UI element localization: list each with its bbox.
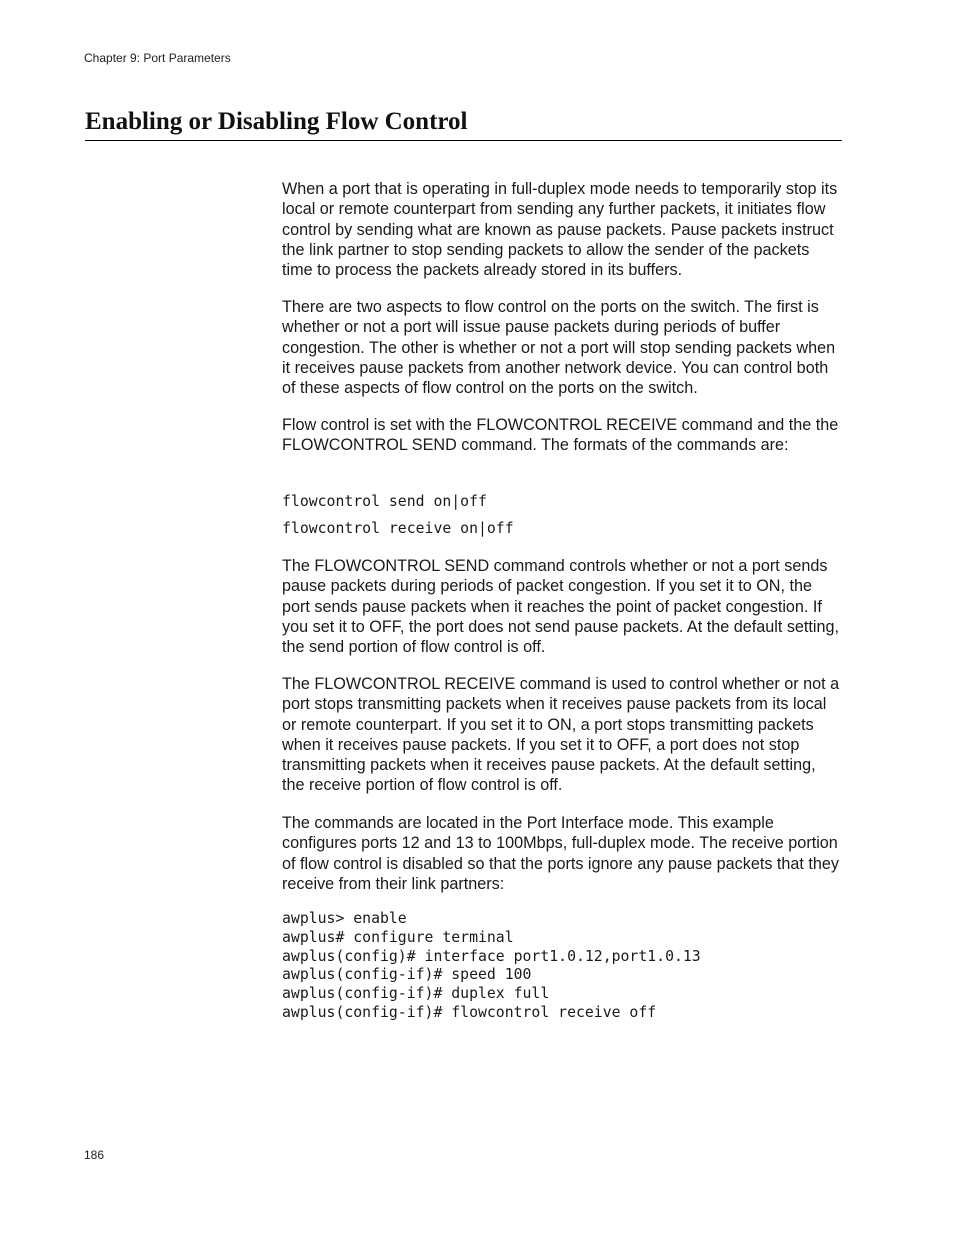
- code-line: awplus> enable: [282, 910, 407, 927]
- running-header: Chapter 9: Port Parameters: [84, 51, 231, 65]
- code-line: awplus(config)# interface port1.0.12,port1.0.13: [282, 947, 701, 965]
- section-title: Enabling or Disabling Flow Control: [85, 108, 468, 135]
- code-line: awplus# configure terminal: [282, 928, 514, 946]
- paragraph-command-intro: Flow control is set with the FLOWCONTROL RECEIVE command and the the FLOWCONTROL SEND command. The formats of the commands are:: [282, 416, 839, 455]
- command-format-send: flowcontrol send on|off: [282, 493, 487, 510]
- paragraph-example-intro: The commands are located in the Port Interface mode. This example configures ports 12 and 13 to 100Mbps, full-duplex mode. The receive portion of flow control is disabled so that the ports ignore any pause packets that they receive from their link partners:: [282, 814, 839, 893]
- paragraph-intro: When a port that is operating in full-duplex mode needs to temporarily stop its local or remote counterpart from sending any further packets, it initiates flow control by sending what are known as pause packets. Pause packets instruct the link partner to stop sending packets to allow the sender of the packets time to process the packets already stored in its buffers.: [282, 180, 838, 280]
- code-line: awplus(config-if)# duplex full: [282, 985, 550, 1003]
- paragraph-aspects: There are two aspects to flow control on the ports on the switch. The first is whether or not a port will issue pause packets during periods of buffer congestion. The other is whether or not a port will stop sending packets when it receives pause packets from another network device. You can control both of these aspects of flow control on the ports on the switch.: [282, 298, 836, 398]
- title-divider: [85, 140, 842, 141]
- code-line: awplus(config-if)# flowcontrol receive off: [282, 1003, 657, 1021]
- example-code-block: [282, 910, 701, 1023]
- command-format-receive: flowcontrol receive on|off: [282, 520, 514, 537]
- paragraph-receive-description: The FLOWCONTROL RECEIVE command is used to control whether or not a port stops transmitting packets when it receives pause packets from its local or remote counterpart. If you set it to ON, a port stops transmitting packets when it receives pause packets. If you set it to OFF, a port does not stop transmitting packets when it receives pause packets. At the default setting, the receive portion of flow control is off.: [282, 675, 840, 795]
- code-line: awplus(config-if)# speed 100: [282, 966, 532, 984]
- paragraph-send-description: The FLOWCONTROL SEND command controls whether or not a port sends pause packets during periods of packet congestion. If you set it to ON, the port sends pause packets when it reaches the point of packet congestion. If you set it to OFF, the port does not send pause packets. At the default setting, the send portion of flow control is off.: [282, 557, 840, 657]
- page-number: 186: [84, 1148, 105, 1162]
